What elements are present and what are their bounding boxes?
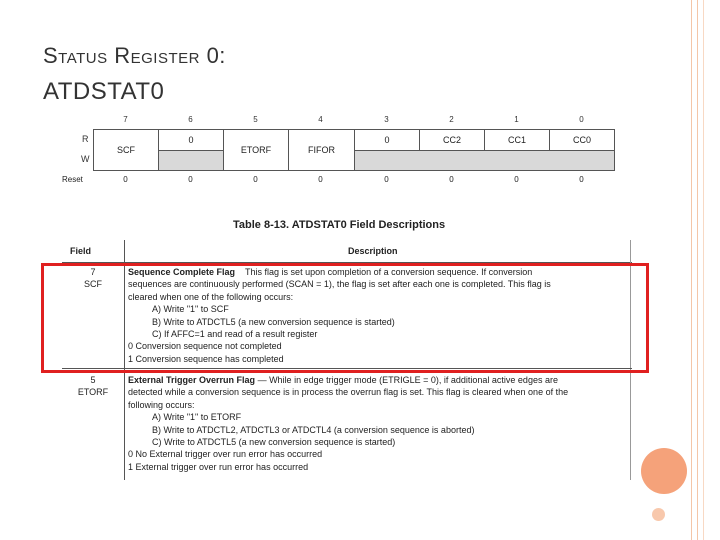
bit-number: 7 <box>123 115 128 124</box>
bit-number: 6 <box>188 115 193 124</box>
cells-write-shaded <box>355 150 614 170</box>
desc-line: C) If AFFC=1 and read of a result register <box>152 329 318 340</box>
decor-line <box>691 0 692 540</box>
desc-line: detected while a conversion sequence is in process the overrun flag is set. This flag is cleared when one of the <box>128 387 569 398</box>
desc-line: B) Write to ATDCTL5 (a new conversion sequence is started) <box>152 316 395 327</box>
decor-line <box>703 0 704 540</box>
desc-line: A) Write "1" to SCF <box>152 304 229 315</box>
decor-dot <box>641 448 687 494</box>
reset-row <box>62 175 622 187</box>
desc-line: — While in edge trigger mode (ETRIGLE = 0), if additional active edges are <box>257 375 558 385</box>
write-label: W <box>81 154 90 164</box>
cell-cc1: CC1 <box>485 130 550 150</box>
cell-etorf: ETORF <box>224 130 289 170</box>
slide-title <box>43 38 226 110</box>
reset-value: 0 <box>579 175 584 184</box>
desc-line: 0 No External trigger over run error has occurred <box>128 449 323 460</box>
bit-number: 4 <box>318 115 323 124</box>
desc-line: 0 Conversion sequence not completed <box>128 341 282 352</box>
description-cell <box>128 374 626 473</box>
bit-number: 0 <box>579 115 584 124</box>
table-header <box>62 240 632 263</box>
reset-label: Reset <box>62 175 83 184</box>
read-label: R <box>82 134 89 144</box>
cell-cc0: CC0 <box>572 135 591 145</box>
reset-value: 0 <box>253 175 258 184</box>
field-title: Sequence Complete Flag <box>128 267 236 277</box>
field-name: SCF <box>84 279 102 290</box>
field-cell <box>62 374 124 399</box>
bit-number: 3 <box>384 115 389 124</box>
desc-line: This flag is set upon completion of a conversion sequence. If conversion <box>245 267 533 277</box>
reset-value: 0 <box>449 175 454 184</box>
header-field: Field <box>70 246 92 256</box>
desc-line: 1 Conversion sequence has completed <box>128 353 284 364</box>
table-caption: Table 8-13. ATDSTAT0 Field Descriptions <box>233 219 446 231</box>
cell-bit6-write <box>159 150 224 170</box>
bit-number: 2 <box>449 115 454 124</box>
cell-bit3: 0 <box>355 130 420 150</box>
desc-line: cleared when one of the following occurs: <box>128 291 294 302</box>
slide-title-line2: ATDSTAT0 <box>43 78 165 105</box>
cell-cc2: CC2 <box>420 130 485 150</box>
field-number: 7 <box>90 267 96 277</box>
field-title: External Trigger Overrun Flag <box>128 375 256 385</box>
register-grid <box>93 129 615 171</box>
bit-number: 1 <box>514 115 519 124</box>
reset-value: 0 <box>384 175 389 184</box>
desc-line: sequences are continuously performed (SCAN = 1), the flag is set after each one is completed. This flag is <box>128 279 551 290</box>
desc-line: 1 External trigger over run error has occurred <box>128 461 309 472</box>
slide-title-line1: Status Register 0: <box>43 43 226 68</box>
highlight-box <box>41 263 649 373</box>
field-number: 5 <box>90 375 96 385</box>
bit-number: 5 <box>253 115 258 124</box>
decor-dot-small <box>652 508 665 521</box>
reset-value: 0 <box>188 175 193 184</box>
field-name: ETORF <box>77 387 109 398</box>
reset-value: 0 <box>318 175 323 184</box>
cell-scf: SCF <box>94 130 159 170</box>
bit-numbers <box>93 115 615 127</box>
cell-bit6: 0 <box>159 130 224 150</box>
desc-line: C) Write to ATDCTL5 (a new conversion sequence is started) <box>152 437 396 448</box>
desc-line: A) Write "1" to ETORF <box>152 412 242 423</box>
cell-fifor: FIFOR <box>289 130 355 170</box>
register-diagram <box>62 115 622 190</box>
desc-line: B) Write to ATDCTL2, ATDCTL3 or ATDCTL4 (a conversion sequence is aborted) <box>152 424 475 435</box>
decor-line <box>697 0 698 540</box>
reset-value: 0 <box>123 175 128 184</box>
reset-value: 0 <box>514 175 519 184</box>
header-description: Description <box>348 246 398 256</box>
desc-line: following occurs: <box>128 399 195 410</box>
